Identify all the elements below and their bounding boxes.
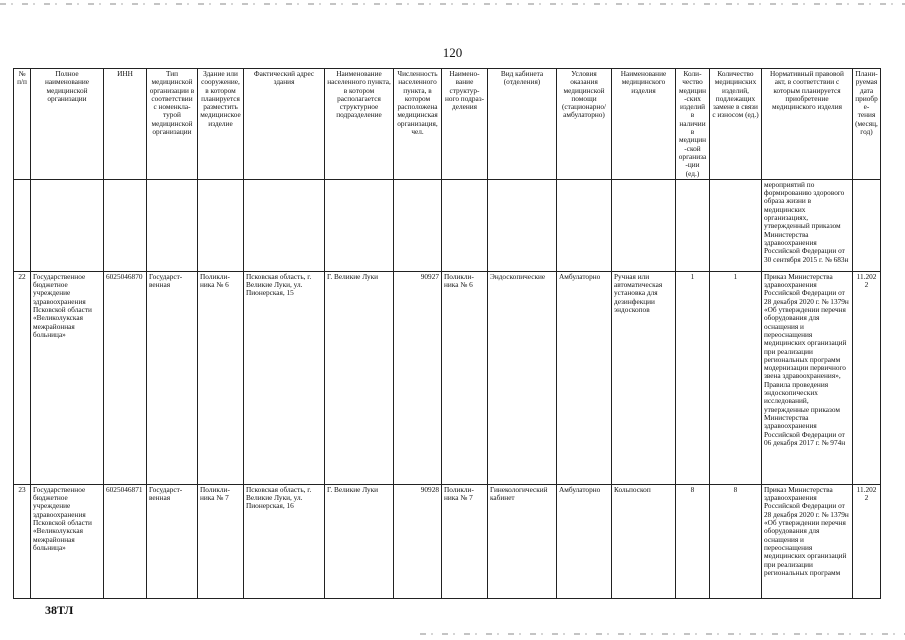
- building: Поликли-ника № 7: [198, 484, 244, 598]
- org-name: Государственное бюджетное учреждение здравоохранения Псковской области «Великолукская межрайонная больница»: [31, 484, 104, 598]
- header-cell: Наименование медицинского изделия: [612, 69, 676, 180]
- planned-date: 11.2022: [853, 271, 881, 484]
- address: Псковская область, г. Великие Луки, ул. Пионерская, 16: [244, 484, 325, 598]
- header-cell: № п/п: [14, 69, 31, 180]
- planned-date: 11.2022: [853, 484, 881, 598]
- header-cell: Условия оказания медицинской помощи (стационарно/ амбулаторно): [557, 69, 612, 180]
- org-name: Государственное бюджетное учреждение здравоохранения Псковской области «Великолукская межрайонная больница»: [31, 271, 104, 484]
- table-row: [14, 484, 881, 598]
- continuation-row: [14, 179, 881, 271]
- inn: 6025046870: [104, 271, 147, 484]
- address: Псковская область, г. Великие Луки, ул. Пионерская, 15: [244, 271, 325, 484]
- conditions: Амбулаторно: [557, 484, 612, 598]
- header-cell: Полное наименование медицинской организации: [31, 69, 104, 180]
- header-cell: Численность населенного пункта, в котором расположена медицинская организация, чел.: [394, 69, 442, 180]
- conditions: Амбулаторно: [557, 271, 612, 484]
- device: Кольпоскоп: [612, 484, 676, 598]
- replace-quantity: 1: [710, 271, 762, 484]
- cabinet: Эндоскопические: [488, 271, 557, 484]
- header-cell: Наимено-вание структур-ного подраз-деления: [442, 69, 488, 180]
- inn: 6025046871: [104, 484, 147, 598]
- row-number: 22: [14, 271, 31, 484]
- unit: Поликли-ника № 6: [442, 271, 488, 484]
- header-cell: Нормативный правовой акт, в соответствии с которым планируется приобретение медицинского изделия: [762, 69, 853, 180]
- device: Ручная или автоматическая установка для дезинфекции эндоскопов: [612, 271, 676, 484]
- header-cell: Количество медицинских изделий, подлежащих замене в связи с износом (ед.): [710, 69, 762, 180]
- replace-quantity: 8: [710, 484, 762, 598]
- quantity: 8: [676, 484, 710, 598]
- row-number: 23: [14, 484, 31, 598]
- header-cell: Наименование населенного пункта, в котором располагается структурное подразделение: [325, 69, 394, 180]
- locality: Г. Великие Луки: [325, 484, 394, 598]
- legal-act: Приказ Министерства здравоохранения Российской Федерации от 28 декабря 2020 г. № 1379н «Об утверждении перечня оборудования для оснащения и переоснащения медицинских организаций при реализации региональных программ: [762, 484, 853, 598]
- population: 90927: [394, 271, 442, 484]
- table-row: [14, 271, 881, 484]
- equipment-table: [13, 68, 881, 599]
- population: 90928: [394, 484, 442, 598]
- legal-act: Приказ Министерства здравоохранения Российской Федерации от 28 декабря 2020 г. № 1379н «Об утверждении перечня оборудования для оснащения и переоснащения медицинских организаций при реализации региональных программ модернизации первичного звена здравоохранения», Правила проведения эндоскопических исследований, утвержденные приказом Министерства здравоохранения Российской Федерации от 06 декабря 2017 г. № 974н: [762, 271, 853, 484]
- header-cell: Коли-чество медицин-ских изделий в наличии в медицин-ской организа-ции (ед.): [676, 69, 710, 180]
- org-type: Государст-венная: [147, 271, 198, 484]
- header-row: [14, 69, 881, 180]
- building: Поликли-ника № 6: [198, 271, 244, 484]
- continuation-text: мероприятий по формированию здорового образа жизни в медицинских организациях, утвержденный приказом Министерства здравоохранения Российской Федерации от 30 сентября 2015 г. № 683н: [762, 179, 853, 271]
- unit: Поликли-ника № 7: [442, 484, 488, 598]
- quantity: 1: [676, 271, 710, 484]
- locality: Г. Великие Луки: [325, 271, 394, 484]
- scan-artifact-top: [0, 3, 905, 5]
- scan-artifact-bottom: [420, 633, 905, 635]
- header-cell: Здание или сооружение, в котором планируется разместить медицинское изделие: [198, 69, 244, 180]
- org-type: Государст-венная: [147, 484, 198, 598]
- footer-code: 38ТЛ: [45, 603, 74, 617]
- cabinet: Гинекологический кабинет: [488, 484, 557, 598]
- header-cell: Вид кабинета (отделения): [488, 69, 557, 180]
- header-cell: ИНН: [104, 69, 147, 180]
- header-cell: Плани-руемая дата приобре-тения (месяц, год): [853, 69, 881, 180]
- page-number: 120: [442, 45, 463, 60]
- header-cell: Тип медицинской организации в соответствии с номенкла-турой медицинской организации: [147, 69, 198, 180]
- header-cell: Фактический адрес здания: [244, 69, 325, 180]
